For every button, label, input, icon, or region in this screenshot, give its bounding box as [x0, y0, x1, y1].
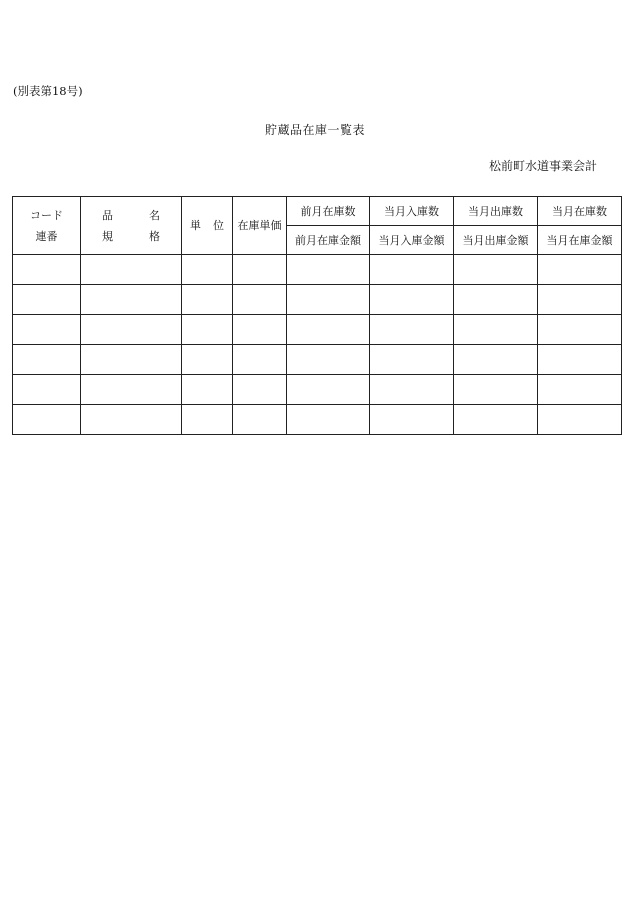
table-cell — [233, 345, 287, 375]
table-cell — [233, 255, 287, 285]
header-item — [81, 197, 182, 255]
table-cell — [233, 285, 287, 315]
table-cell — [13, 375, 81, 405]
table-row — [13, 255, 622, 285]
table-cell — [13, 345, 81, 375]
table-cell — [370, 375, 454, 405]
table-cell — [287, 345, 370, 375]
table-cell — [454, 315, 538, 345]
table-cell — [454, 405, 538, 435]
table-cell — [538, 375, 622, 405]
header-in-qty: 当月入庫数 — [370, 197, 454, 226]
organization-name: 松前町水道事業会計 — [488, 159, 597, 173]
table-cell — [81, 285, 182, 315]
table-cell — [287, 285, 370, 315]
table-row — [13, 315, 622, 345]
table-cell — [454, 375, 538, 405]
table-cell — [13, 285, 81, 315]
table-cell — [287, 375, 370, 405]
table-cell — [233, 405, 287, 435]
table-cell — [538, 255, 622, 285]
header-serial-label: 連番 — [35, 229, 58, 243]
form-number-label: (別表第18号) — [13, 84, 83, 98]
header-code — [13, 197, 81, 255]
header-prev-month-qty: 前月在庫数 — [287, 197, 370, 226]
table-cell — [182, 315, 233, 345]
table-cell — [13, 405, 81, 435]
header-item-spec-b: 格 — [149, 229, 160, 243]
table-cell — [233, 315, 287, 345]
document-title: 貯蔵品在庫一覧表 — [264, 123, 365, 137]
table-cell — [13, 315, 81, 345]
table-cell — [370, 315, 454, 345]
table-cell — [182, 285, 233, 315]
table-cell — [287, 255, 370, 285]
table-row — [13, 375, 622, 405]
table-cell — [454, 345, 538, 375]
table-cell — [538, 315, 622, 345]
table-cell — [81, 315, 182, 345]
table-cell — [182, 255, 233, 285]
table-row — [13, 345, 622, 375]
header-prev-month-amount: 前月在庫金額 — [287, 226, 370, 255]
table-row — [13, 405, 622, 435]
table-cell — [182, 345, 233, 375]
header-stock-unit-price: 在庫単価 — [233, 197, 287, 255]
table-cell — [370, 285, 454, 315]
table-cell — [538, 285, 622, 315]
header-item-name-b: 名 — [149, 208, 160, 222]
table-row — [13, 285, 622, 315]
header-curr-month-amount: 当月在庫金額 — [538, 226, 622, 255]
table-cell — [287, 315, 370, 345]
table-cell — [370, 345, 454, 375]
table-cell — [81, 405, 182, 435]
table-cell — [287, 405, 370, 435]
header-out-qty: 当月出庫数 — [454, 197, 538, 226]
table-cell — [370, 405, 454, 435]
table-cell — [182, 405, 233, 435]
header-out-amount: 当月出庫金額 — [454, 226, 538, 255]
header-curr-month-qty: 当月在庫数 — [538, 197, 622, 226]
header-row-1 — [13, 197, 622, 226]
header-item-spec-a: 規 — [102, 229, 113, 243]
table-cell — [81, 345, 182, 375]
header-unit-b: 位 — [213, 219, 224, 232]
header-unit — [182, 197, 233, 255]
header-item-name-a: 品 — [102, 208, 113, 222]
table-cell — [81, 375, 182, 405]
table-cell — [454, 255, 538, 285]
table-cell — [370, 255, 454, 285]
table-cell — [538, 405, 622, 435]
header-in-amount: 当月入庫金額 — [370, 226, 454, 255]
inventory-table — [12, 196, 622, 435]
table-cell — [182, 375, 233, 405]
table-cell — [233, 375, 287, 405]
header-code-label: コード — [30, 208, 63, 222]
table-cell — [81, 255, 182, 285]
table-cell — [454, 285, 538, 315]
table-cell — [13, 255, 81, 285]
header-unit-a: 単 — [190, 219, 201, 232]
table-cell — [538, 345, 622, 375]
